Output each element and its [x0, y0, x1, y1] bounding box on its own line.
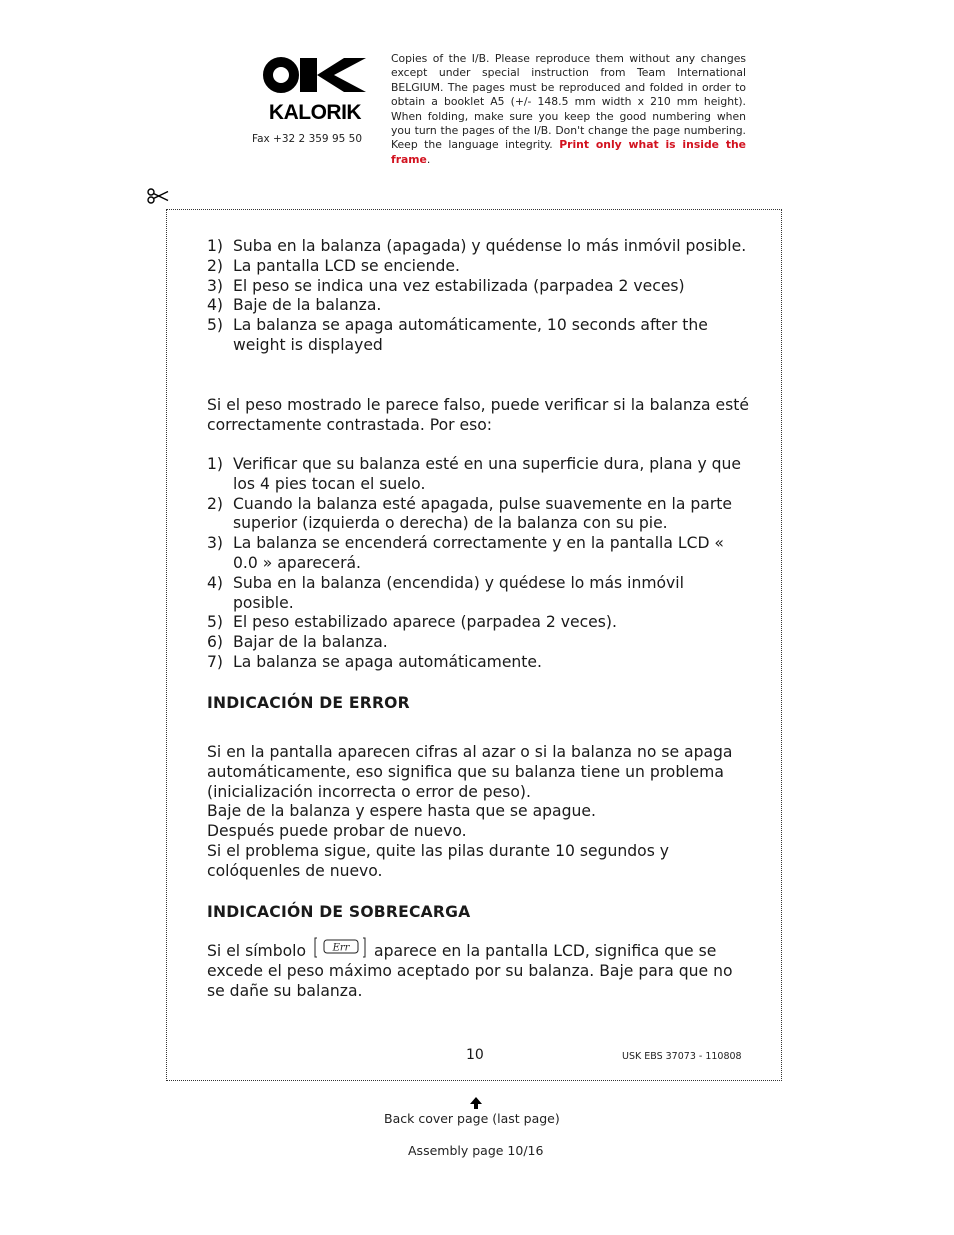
page-number: 10 [466, 1047, 484, 1063]
list-item [207, 296, 749, 316]
verify-paragraph: Si el peso mostrado le parece falso, puede verificar si la balanza esté correctamente contrastada. Por eso: [207, 396, 749, 434]
error-line: Después puede probar de nuevo. [207, 822, 467, 841]
list-item-number: 7) [207, 652, 224, 671]
list-item-number: 5) [207, 613, 224, 632]
overload-text-after: aparece en la pantalla LCD, significa que se excede el peso máximo aceptado por su balanza. Baje para que no se dañe su balanza. [207, 942, 733, 1000]
error-heading: INDICACIÓN DE ERROR [207, 694, 410, 712]
weighing-steps-list [207, 237, 749, 356]
document-code: USK EBS 37073 - 110808 [622, 1051, 742, 1062]
print-notice [391, 52, 746, 167]
list-item-text: Baje de la balanza. [233, 296, 382, 315]
list-item-number: 4) [207, 296, 224, 315]
list-item [207, 574, 749, 614]
list-item-number: 1) [207, 237, 224, 255]
kalorik-logo [262, 54, 368, 124]
error-line: Si en la pantalla aparecen cifras al azar o si la balanza no se apaga automáticamente, eso significa que su balanza tiene un problema (inicialización incorrecta o error de peso). [207, 743, 733, 801]
list-item-text: Suba en la balanza (encendida) y quédese lo más inmóvil posible. [233, 573, 684, 612]
list-item-number: 4) [207, 573, 224, 592]
arrow-up-icon [469, 1096, 483, 1110]
list-item-number: 6) [207, 633, 224, 652]
list-item-text: La balanza se apaga automáticamente. [233, 652, 542, 671]
list-item [207, 633, 749, 653]
list-item-text: La balanza se encenderá correctamente y en la pantalla LCD « 0.0 » aparecerá. [233, 534, 724, 572]
list-item-number: 3) [207, 534, 224, 553]
overload-heading: INDICACIÓN DE SOBRECARGA [207, 903, 471, 921]
list-item [207, 257, 749, 277]
list-item-text: Bajar de la balanza. [233, 633, 388, 652]
err-symbol-text: Err [332, 942, 350, 954]
overload-text-before: Si el símbolo [207, 942, 307, 960]
list-item-number: 2) [207, 256, 224, 275]
notice-end: . [426, 152, 431, 166]
list-item [207, 455, 749, 495]
list-item-text: El peso estabilizado aparece (parpadea 2 veces). [233, 613, 617, 632]
scissors-icon [146, 186, 170, 206]
list-item-text: La balanza se apaga automáticamente, 10 seconds after the weight is displayed [233, 316, 708, 354]
list-item-text: El peso se indica una vez estabilizada (parpadea 2 veces) [233, 276, 685, 295]
list-item [207, 316, 749, 356]
list-item [207, 534, 749, 574]
error-line: Baje de la balanza y espere hasta que se apague. [207, 802, 596, 821]
list-item [207, 653, 749, 673]
back-cover-label: Back cover page (last page) [384, 1111, 560, 1126]
list-item [207, 495, 749, 535]
list-item [207, 237, 749, 257]
list-item-number: 5) [207, 316, 224, 335]
error-line: Si el problema sigue, quite las pilas durante 10 segundos y colóquenles de nuevo. [207, 841, 670, 880]
notice-emphasis: Print only what is inside the frame [391, 138, 746, 166]
list-item-number: 2) [207, 494, 224, 513]
calibration-steps-list [207, 455, 749, 673]
list-item [207, 277, 749, 297]
list-item-text: La pantalla LCD se enciende. [233, 256, 460, 275]
overload-text [207, 936, 749, 1001]
list-item-number: 1) [207, 455, 224, 473]
brand-wordmark: KALORIK [268, 101, 362, 124]
error-text [207, 743, 749, 882]
assembly-page-label: Assembly page 10/16 [408, 1143, 544, 1158]
list-item-text: Suba en la balanza (apagada) y quédense lo más inmóvil posible. [233, 237, 747, 255]
list-item-text: Verificar que su balanza esté en una superficie dura, plana y que los 4 pies tocan el suelo. [233, 455, 742, 493]
list-item [207, 613, 749, 633]
err-symbol-icon [314, 936, 366, 958]
fax-number: Fax +32 2 359 95 50 [252, 133, 363, 145]
notice-text: Copies of the I/B. Please reproduce them without any changes except under special instruction from Team International BELGIUM. The pages must be reproduced and folded in order to obtain a booklet A5 (+/- 148.5 mm width x 210 mm height). When folding, make sure you keep the good numbering when you turn the pages of the I/B. Don't change the page numbering. Keep the language integrity. [391, 52, 746, 152]
list-item-number: 3) [207, 276, 224, 295]
list-item-text: Cuando la balanza esté apagada, pulse suavemente en la parte superior (izquierda o derecha) de la balanza con su pie. [233, 494, 732, 533]
